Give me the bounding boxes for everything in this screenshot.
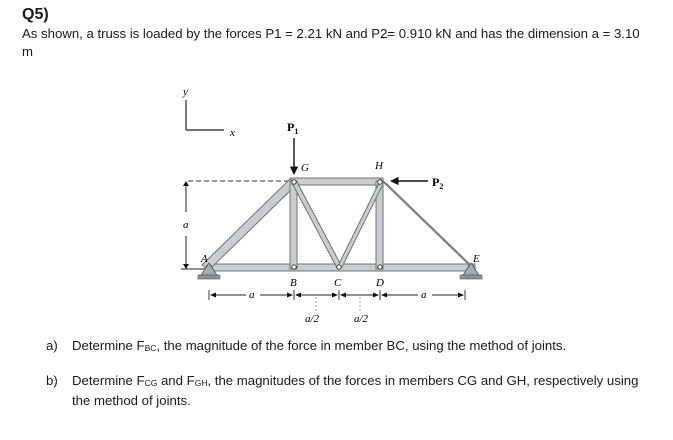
member-gh: [290, 178, 383, 185]
question-b-sub1: CG: [144, 378, 158, 388]
x-axis-label: x: [230, 127, 235, 139]
load-p1-label: $P_1$: [287, 120, 299, 136]
support-a-ground: [198, 275, 220, 279]
node-label-g: G: [301, 162, 309, 174]
node-label-e: E: [473, 253, 480, 265]
load-p2: [391, 175, 443, 191]
dim-arrow-8: [458, 293, 464, 298]
problem-statement: As shown, a truss is loaded by the forces P1 = 2.21 kN and P2= 0.910 kN and has the dimension a = 3.10 m: [22, 26, 640, 59]
dim-label-left: a: [249, 289, 255, 301]
node-label-d: D: [376, 277, 384, 289]
dim-arrow-6: [373, 293, 379, 298]
span-dimension-labels: [249, 289, 427, 325]
pin-c: [337, 265, 341, 269]
dim-arrow-5: [340, 293, 346, 298]
member-he: [380, 179, 476, 270]
member-gb: [290, 181, 297, 269]
pin-h: [378, 180, 382, 184]
member-ag: [202, 179, 297, 270]
dim-arrow-1: [210, 293, 216, 298]
height-dim-arrow-bottom: [183, 264, 189, 269]
dim-label-half-1: a/2: [305, 313, 320, 325]
question-number: Q5): [22, 6, 49, 23]
pin-d: [378, 265, 382, 269]
question-a-sub: BC: [144, 343, 157, 353]
question-a-text: [72, 337, 652, 357]
y-axis-label: y: [183, 86, 188, 98]
dim-arrow-7: [381, 293, 387, 298]
question-b-text: [72, 372, 652, 410]
node-label-h: H: [375, 160, 383, 172]
pin-g: [292, 180, 296, 184]
truss-members: [202, 178, 476, 271]
height-dim-arrow-top: [183, 181, 189, 186]
node-label-b: B: [290, 277, 297, 289]
question-b-label: b): [46, 373, 58, 388]
question-b-mid: and F: [157, 373, 195, 388]
node-label-c: C: [334, 277, 342, 289]
dim-label-half-2: a/2: [354, 313, 369, 325]
question-a-post: , the magnitude of the force in member BC, using the method of joints.: [156, 338, 567, 353]
load-p1: [287, 120, 298, 174]
question-b-post: , the magnitudes of the forces in members CG and GH, respectively using the method of joints.: [72, 373, 639, 408]
question-b-sub2: GH: [194, 378, 208, 388]
dim-arrow-3: [295, 293, 301, 298]
node-label-a: A: [201, 253, 208, 265]
coordinate-axes: [182, 86, 235, 139]
dim-arrow-2: [287, 293, 293, 298]
dim-label-right: a: [421, 289, 427, 301]
member-gc: [292, 182, 342, 268]
question-a-pre: Determine F: [72, 338, 145, 353]
question-b-pre: Determine F: [72, 373, 145, 388]
pin-b: [292, 265, 296, 269]
question-a-label: a): [46, 338, 58, 353]
height-dim-label: a: [183, 219, 189, 231]
support-e-ground: [460, 275, 482, 279]
load-p2-label: $P_2$: [432, 175, 444, 191]
dim-arrow-4: [332, 293, 338, 298]
